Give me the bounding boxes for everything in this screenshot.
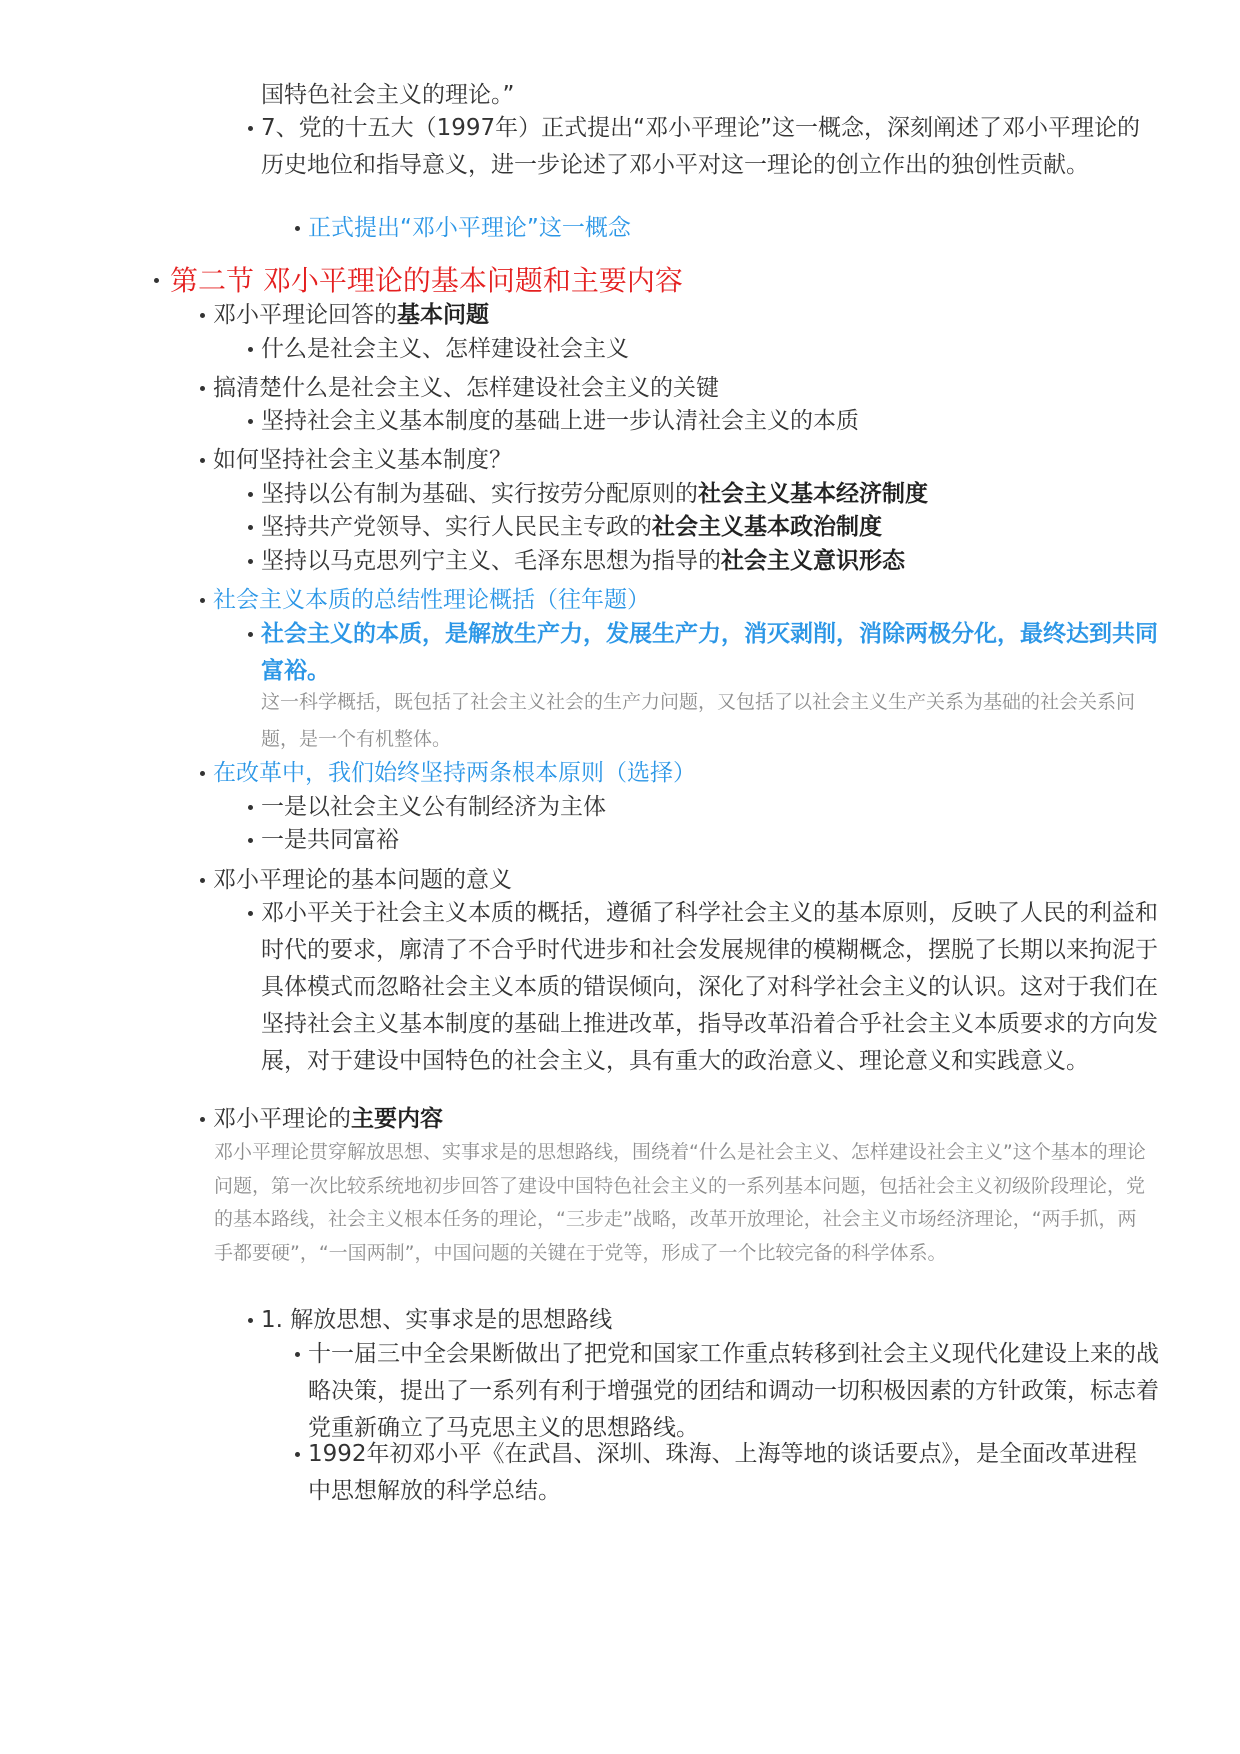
bullet-icon [200,598,205,603]
bullet-icon [200,771,205,776]
list-item: 坚持以公有制为基础、实行按劳分配原则的社会主义基本经济制度 [248,476,1160,513]
bullet-icon [154,278,159,283]
bullet-icon [248,525,253,530]
bullet-icon [248,911,253,916]
bullet-icon [248,492,253,497]
bullet-icon [200,386,205,391]
list-item: 如何坚持社会主义基本制度？ [200,442,1160,479]
list-item: 社会主义本质的总结性理论概括（往年题） [200,582,1160,619]
note-text: 这一科学概括，既包括了社会主义社会的生产力问题，又包括了以社会主义生产关系为基础的社会关系问题，是一个有机整体。 [261,691,1136,750]
section-heading: 第二节 邓小平理论的基本问题和主要内容 [154,261,683,301]
bullet-icon [248,419,253,424]
bullet-icon [248,126,253,131]
continued-text: 国特色社会主义的理论。” [261,82,515,108]
bullet-icon [200,878,205,883]
list-item: 邓小平理论的基本问题的意义 [200,862,1160,899]
bullet-icon [295,1352,300,1357]
list-item: 正式提出“邓小平理论”这一概念 [295,210,1160,247]
bullet-icon [248,347,253,352]
list-item: 一是共同富裕 [248,822,1160,859]
list-item: 什么是社会主义、怎样建设社会主义 [248,331,1160,368]
bullet-icon [248,1318,253,1323]
bullet-icon [248,805,253,810]
bullet-icon [248,838,253,843]
list-item: 坚持社会主义基本制度的基础上进一步认清社会主义的本质 [248,403,1160,440]
list-item: 1992年初邓小平《在武昌、深圳、珠海、上海等地的谈话要点》，是全面改革进程中思想解放的科学总结。 [295,1436,1160,1510]
list-item: 邓小平关于社会主义本质的概括，遵循了科学社会主义的基本原则，反映了人民的利益和时代的要求，廓清了不合乎时代进步和社会发展规律的模糊概念，摆脱了长期以来拘泥于具体模式而忽略社会主义本质的错误倾向，深化了对科学社会主义的认识。这对于我们在坚持社会主义基本制度的基础上推进改革，指导改革沿着合乎社会主义本质要求的方向发展，对于建设中国特色的社会主义，具有重大的政治意义、理论意义和实践意义。 [248,895,1160,1080]
list-item: 社会主义的本质，是解放生产力，发展生产力，消灭剥削，消除两极分化，最终达到共同富裕。 [248,616,1160,690]
list-item: 7、党的十五大（1997年）正式提出“邓小平理论”这一概念，深刻阐述了邓小平理论的历史地位和指导意义，进一步论述了邓小平对这一理论的创立作出的独创性贡献。 [248,110,1160,184]
list-item: 坚持以马克思列宁主义、毛泽东思想为指导的社会主义意识形态 [248,543,1160,580]
list-item: 在改革中，我们始终坚持两条根本原则（选择） [200,755,1160,792]
list-item: 邓小平理论的主要内容 [200,1101,1160,1138]
bullet-icon [248,559,253,564]
bullet-icon [248,632,253,637]
bullet-icon [200,313,205,318]
list-item: 十一届三中全会果断做出了把党和国家工作重点转移到社会主义现代化建设上来的战略决策，提出了一系列有利于增强党的团结和调动一切积极因素的方针政策，标志着党重新确立了马克思主义的思想路线。 [295,1336,1160,1447]
bullet-icon [200,458,205,463]
list-item: 一是以社会主义公有制经济为主体 [248,789,1160,826]
bullet-icon [200,1117,205,1122]
list-item: 坚持共产党领导、实行人民民主专政的社会主义基本政治制度 [248,509,1160,546]
bullet-icon [295,1452,300,1457]
bullet-icon [295,226,300,231]
list-item: 1. 解放思想、实事求是的思想路线 [248,1302,1160,1339]
list-item: 搞清楚什么是社会主义、怎样建设社会主义的关键 [200,370,1160,407]
note-text: 邓小平理论贯穿解放思想、实事求是的思想路线，围绕着“什么是社会主义、怎样建设社会主义”这个基本的理论问题，第一次比较系统地初步回答了建设中国特色社会主义的一系列基本问题，包括社会主义初级阶段理论，党的基本路线，社会主义根本任务的理论，“三步走”战略，改革开放理论，社会主义市场经济理论，“两手抓，两手都要硬”，“一国两制”，中国问题的关键在于党等，形成了一个比较完备的科学体系。 [214,1141,1146,1264]
list-item: 邓小平理论回答的基本问题 [200,297,1160,334]
